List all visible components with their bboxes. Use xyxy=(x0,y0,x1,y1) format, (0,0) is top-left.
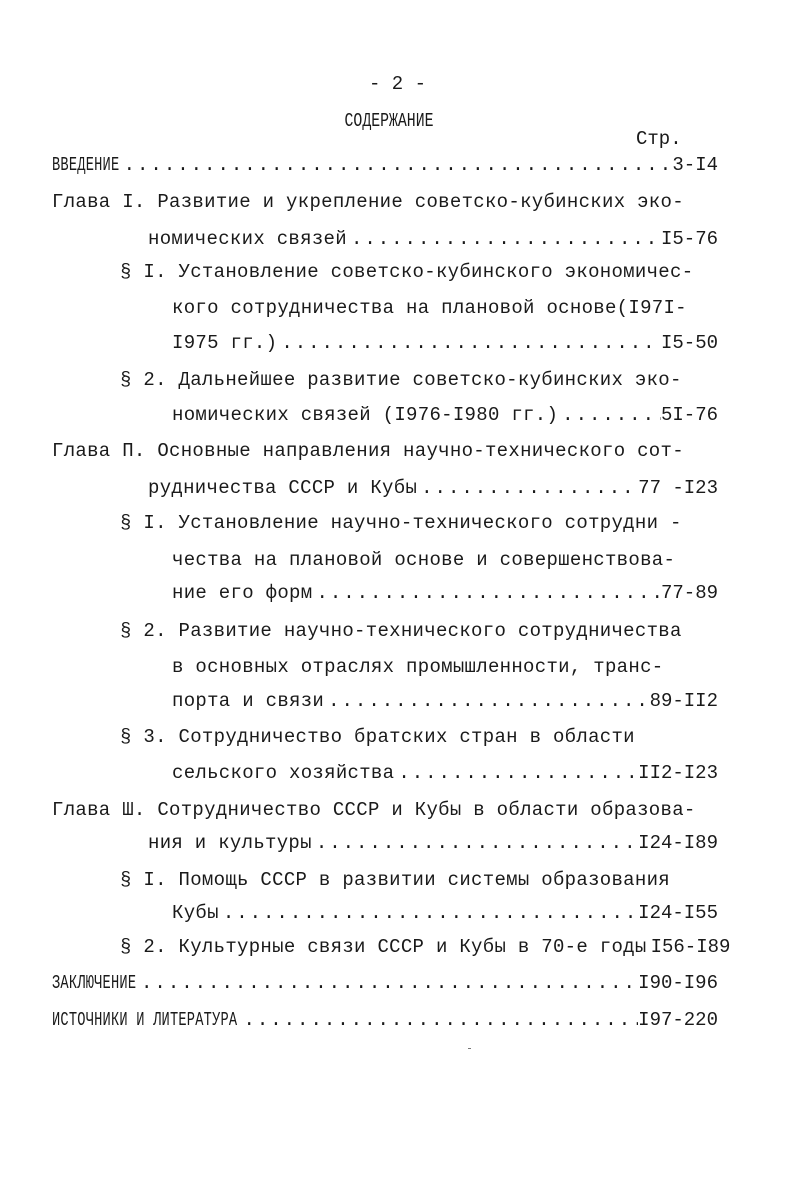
toc-entry xyxy=(120,619,682,643)
toc-entry xyxy=(172,581,718,605)
toc-entry-text: § 2. Культурные связи СССР и Кубы в 70-е годы xyxy=(120,936,647,958)
toc-entry xyxy=(172,689,718,713)
toc-entry xyxy=(52,190,684,214)
toc-entry-text: I975 гг.) xyxy=(172,332,278,354)
toc-entry-pages: I24-I89 xyxy=(638,832,718,854)
toc-entry xyxy=(120,368,682,392)
toc-entry-text: сельского хозяйства xyxy=(172,762,395,784)
toc-entry xyxy=(172,655,663,679)
toc-entry-pages: 5I-76 xyxy=(660,404,718,426)
toc-entry-text: ние его форм xyxy=(172,582,313,604)
toc-entry-text: Глава П. Основные направления научно-технического сот- xyxy=(52,440,684,462)
toc-entry xyxy=(172,761,718,785)
dot-leader xyxy=(281,331,661,355)
toc-entry-pages: I5-76 xyxy=(660,228,718,250)
toc-entry xyxy=(52,798,696,822)
toc-entry-text: § I. Установление советско-кубинского экономичес- xyxy=(120,261,694,283)
dot-leader xyxy=(421,476,638,500)
dot-leader xyxy=(328,689,649,713)
toc-entry-pages: 89-II2 xyxy=(649,690,718,712)
toc-entry-pages: 3-I4 xyxy=(672,154,718,176)
toc-entry-text: § I. Установление научно-технического сотрудни - xyxy=(120,512,682,534)
toc-entry-pages: 77 -I23 xyxy=(638,477,718,499)
toc-entry xyxy=(52,439,684,463)
toc-entry-pages: I56-I89 xyxy=(650,936,731,958)
toc-entry xyxy=(120,511,682,535)
toc-entry-text: кого сотрудничества на плановой основе(I97I- xyxy=(172,297,687,319)
toc-entry-text: Глава Ш. Сотрудничество СССР и Кубы в области образова- xyxy=(52,799,696,821)
toc-entry xyxy=(172,901,718,925)
toc-entry xyxy=(52,153,718,177)
toc-entry xyxy=(172,331,718,355)
toc-entry-text: § 3. Сотрудничество братских стран в области xyxy=(120,726,635,748)
toc-entry xyxy=(120,935,731,959)
dot-leader xyxy=(243,1008,638,1032)
dot-leader xyxy=(316,581,661,605)
page-column-label: Стр. xyxy=(636,128,682,150)
toc-entry xyxy=(120,260,693,284)
toc-entry-text: ВВЕДЕНИЕ xyxy=(52,154,120,176)
toc-entry-text: § 2. Дальнейшее развитие советско-кубинских эко- xyxy=(120,369,682,391)
toc-entry-text: порта и связи xyxy=(172,690,325,712)
toc-title-text: СОДЕРЖАНИЕ xyxy=(345,110,434,132)
toc-entry-text: ЗАКЛЮЧЕНИЕ xyxy=(52,972,137,994)
toc-entry xyxy=(172,548,675,572)
toc-entry-text: ния и культуры xyxy=(148,832,312,854)
toc-entry-text: номических связей (I976-I980 гг.) xyxy=(172,404,559,426)
toc-entry xyxy=(172,403,718,427)
toc-entry-text: Глава I. Развитие и укрепление советско-кубинских эко- xyxy=(52,191,684,213)
toc-entry-pages: I97-220 xyxy=(638,1009,718,1031)
dot-leader xyxy=(141,971,638,995)
scan-mark xyxy=(468,1048,471,1049)
toc-entry xyxy=(52,971,718,995)
toc-entry-pages: II2-I23 xyxy=(638,762,718,784)
toc-entry xyxy=(148,227,718,251)
toc-entry xyxy=(52,1008,718,1032)
toc-entry-pages: I24-I55 xyxy=(638,902,718,924)
toc-entry-text: ИСТОЧНИКИ И ЛИТЕРАТУРА xyxy=(52,1009,238,1031)
toc-entry xyxy=(148,831,718,855)
dot-leader xyxy=(398,761,638,785)
toc-entry-text: чества на плановой основе и совершенствова- xyxy=(172,549,676,571)
dot-leader xyxy=(223,901,638,925)
toc-entry-text: § I. Помощь СССР в развитии системы образования xyxy=(120,869,670,891)
dot-leader xyxy=(562,403,661,427)
toc-entry-text: рудничества СССР и Кубы xyxy=(148,477,418,499)
toc-entry-text: § 2. Развитие научно-технического сотрудничества xyxy=(120,620,682,642)
toc-entry xyxy=(148,476,718,500)
toc-entry-pages: 77-89 xyxy=(660,582,718,604)
dot-leader xyxy=(124,153,673,177)
toc-entry xyxy=(172,296,687,320)
dot-leader xyxy=(316,831,638,855)
toc-entry-text: в основных отраслях промышленности, транс- xyxy=(172,656,664,678)
page-number: - 2 - xyxy=(368,73,426,95)
toc-entry xyxy=(120,868,670,892)
toc-entry-text: номических связей xyxy=(148,228,347,250)
toc-entry xyxy=(120,725,635,749)
toc-entry-pages: I90-I96 xyxy=(638,972,718,994)
toc-entry-pages: I5-50 xyxy=(660,332,718,354)
toc-entry-text: Кубы xyxy=(172,902,219,924)
dot-leader xyxy=(351,227,661,251)
